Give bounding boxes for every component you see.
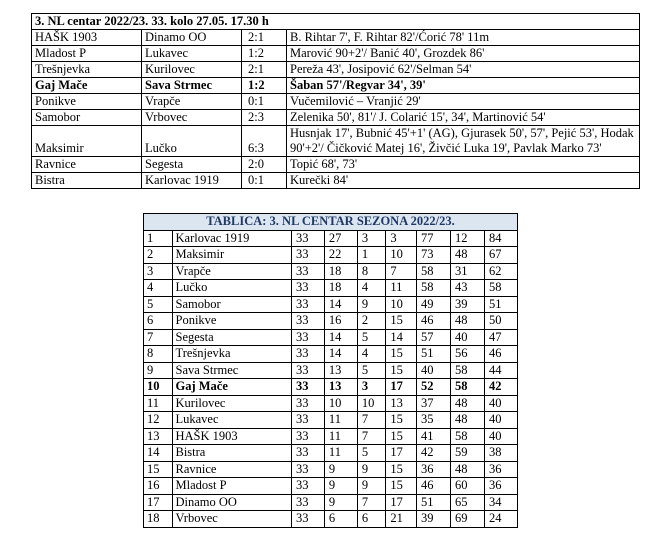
match-away-team: Sava Strmec bbox=[142, 78, 242, 94]
standing-points: 44 bbox=[484, 362, 517, 379]
standing-played: 33 bbox=[292, 329, 325, 346]
standing-wins: 14 bbox=[324, 346, 357, 363]
standing-goals-for: 37 bbox=[417, 395, 451, 412]
match-score: 0:1 bbox=[242, 173, 287, 189]
standing-losses: 15 bbox=[386, 313, 417, 330]
match-scorers: Šaban 57'/Regvar 34', 39' bbox=[287, 78, 640, 94]
standing-team: Sava Strmec bbox=[172, 362, 292, 379]
match-away-team: Kurilovec bbox=[142, 62, 242, 78]
match-scorers: Kurečki 84' bbox=[287, 173, 640, 189]
match-score: 2:0 bbox=[242, 157, 287, 173]
match-score: 6:3 bbox=[242, 126, 287, 157]
standing-position: 10 bbox=[144, 379, 173, 396]
match-away-team: Karlovac 1919 bbox=[142, 173, 242, 189]
standing-points: 36 bbox=[484, 461, 517, 478]
standing-row bbox=[144, 428, 518, 445]
standing-position: 4 bbox=[144, 280, 173, 297]
standing-losses: 11 bbox=[386, 280, 417, 297]
standing-team: HAŠK 1903 bbox=[172, 428, 292, 445]
standing-losses: 15 bbox=[386, 346, 417, 363]
standing-points: 34 bbox=[484, 494, 517, 511]
standing-team: Mladost P bbox=[172, 478, 292, 495]
standing-wins: 18 bbox=[324, 280, 357, 297]
standing-goals-for: 51 bbox=[417, 346, 451, 363]
standing-goals-against: 58 bbox=[451, 379, 485, 396]
standing-goals-against: 65 bbox=[451, 494, 485, 511]
results-title: 3. NL centar 2022/23. 33. kolo 27.05. 17.30 h bbox=[32, 14, 640, 30]
standing-points: 42 bbox=[484, 379, 517, 396]
standing-row bbox=[144, 296, 518, 313]
standing-losses: 15 bbox=[386, 362, 417, 379]
standing-team: Kurilovec bbox=[172, 395, 292, 412]
standing-losses: 3 bbox=[386, 230, 417, 247]
match-score: 2:1 bbox=[242, 62, 287, 78]
standing-team: Ravnice bbox=[172, 461, 292, 478]
match-scorers: Zelenika 50', 81'/ J. Colarić 15', 34', Martinović 54' bbox=[287, 110, 640, 126]
standing-goals-against: 58 bbox=[451, 362, 485, 379]
standing-goals-for: 41 bbox=[417, 428, 451, 445]
standing-wins: 13 bbox=[324, 362, 357, 379]
standing-team: Segesta bbox=[172, 329, 292, 346]
match-home-team: Mladost P bbox=[32, 46, 142, 62]
standing-points: 67 bbox=[484, 247, 517, 264]
standing-played: 33 bbox=[292, 313, 325, 330]
standing-team: Gaj Mače bbox=[172, 379, 292, 396]
match-home-team: Ponikve bbox=[32, 94, 142, 110]
standing-wins: 11 bbox=[324, 412, 357, 429]
standing-played: 33 bbox=[292, 379, 325, 396]
standing-goals-for: 57 bbox=[417, 329, 451, 346]
standing-row bbox=[144, 412, 518, 429]
standing-played: 33 bbox=[292, 395, 325, 412]
standing-played: 33 bbox=[292, 461, 325, 478]
standing-position: 6 bbox=[144, 313, 173, 330]
standing-played: 33 bbox=[292, 296, 325, 313]
standing-position: 17 bbox=[144, 494, 173, 511]
standing-row bbox=[144, 329, 518, 346]
standing-points: 47 bbox=[484, 329, 517, 346]
standing-draws: 9 bbox=[357, 478, 386, 495]
standing-played: 33 bbox=[292, 445, 325, 462]
standing-draws: 3 bbox=[357, 230, 386, 247]
standing-played: 33 bbox=[292, 346, 325, 363]
standing-points: 62 bbox=[484, 263, 517, 280]
standing-row bbox=[144, 280, 518, 297]
standing-losses: 13 bbox=[386, 395, 417, 412]
standing-row bbox=[144, 230, 518, 247]
standing-points: 24 bbox=[484, 511, 517, 528]
standing-draws: 9 bbox=[357, 461, 386, 478]
standing-team: Trešnjevka bbox=[172, 346, 292, 363]
standing-position: 7 bbox=[144, 329, 173, 346]
standing-wins: 22 bbox=[324, 247, 357, 264]
standing-played: 33 bbox=[292, 263, 325, 280]
standing-draws: 2 bbox=[357, 313, 386, 330]
standing-team: Ponikve bbox=[172, 313, 292, 330]
standing-wins: 18 bbox=[324, 263, 357, 280]
standing-row bbox=[144, 379, 518, 396]
standings-table bbox=[143, 213, 518, 528]
standing-goals-for: 77 bbox=[417, 230, 451, 247]
standings-title-row bbox=[144, 214, 518, 231]
standing-losses: 15 bbox=[386, 461, 417, 478]
standing-draws: 1 bbox=[357, 247, 386, 264]
standings-title: TABLICA: 3. NL CENTAR SEZONA 2022/23. bbox=[144, 214, 518, 231]
standing-position: 14 bbox=[144, 445, 173, 462]
standing-goals-against: 12 bbox=[451, 230, 485, 247]
standing-goals-for: 36 bbox=[417, 461, 451, 478]
standing-wins: 9 bbox=[324, 478, 357, 495]
match-score: 1:2 bbox=[242, 46, 287, 62]
standing-played: 33 bbox=[292, 478, 325, 495]
standing-team: Dinamo OO bbox=[172, 494, 292, 511]
match-score: 0:1 bbox=[242, 94, 287, 110]
standing-points: 58 bbox=[484, 280, 517, 297]
standing-row bbox=[144, 247, 518, 264]
standing-draws: 4 bbox=[357, 280, 386, 297]
standing-wins: 14 bbox=[324, 296, 357, 313]
standing-goals-for: 73 bbox=[417, 247, 451, 264]
standing-wins: 11 bbox=[324, 445, 357, 462]
standing-wins: 27 bbox=[324, 230, 357, 247]
match-scorers: Topić 68', 73' bbox=[287, 157, 640, 173]
standing-goals-against: 31 bbox=[451, 263, 485, 280]
standing-row bbox=[144, 263, 518, 280]
standing-points: 40 bbox=[484, 412, 517, 429]
standing-goals-against: 43 bbox=[451, 280, 485, 297]
standing-goals-for: 58 bbox=[417, 263, 451, 280]
match-away-team: Vrapče bbox=[142, 94, 242, 110]
standing-draws: 5 bbox=[357, 362, 386, 379]
standing-position: 16 bbox=[144, 478, 173, 495]
standing-goals-for: 49 bbox=[417, 296, 451, 313]
standing-draws: 8 bbox=[357, 263, 386, 280]
standing-draws: 5 bbox=[357, 329, 386, 346]
standing-team: Vrapče bbox=[172, 263, 292, 280]
match-scorers: Vučemilović – Vranjić 29' bbox=[287, 94, 640, 110]
match-row bbox=[32, 30, 640, 46]
standing-played: 33 bbox=[292, 428, 325, 445]
match-home-team: Trešnjevka bbox=[32, 62, 142, 78]
standing-draws: 5 bbox=[357, 445, 386, 462]
standing-goals-against: 48 bbox=[451, 247, 485, 264]
standing-position: 13 bbox=[144, 428, 173, 445]
standing-goals-for: 40 bbox=[417, 362, 451, 379]
standing-draws: 10 bbox=[357, 395, 386, 412]
standing-row bbox=[144, 494, 518, 511]
match-home-team: HAŠK 1903 bbox=[32, 30, 142, 46]
standing-position: 2 bbox=[144, 247, 173, 264]
standing-points: 40 bbox=[484, 428, 517, 445]
standing-team: Lukavec bbox=[172, 412, 292, 429]
standing-draws: 7 bbox=[357, 412, 386, 429]
match-home-team: Samobor bbox=[32, 110, 142, 126]
standing-team: Bistra bbox=[172, 445, 292, 462]
standing-losses: 17 bbox=[386, 494, 417, 511]
standing-position: 1 bbox=[144, 230, 173, 247]
standing-wins: 13 bbox=[324, 379, 357, 396]
standing-goals-for: 39 bbox=[417, 511, 451, 528]
standing-wins: 9 bbox=[324, 461, 357, 478]
standing-goals-against: 59 bbox=[451, 445, 485, 462]
match-away-team: Dinamo OO bbox=[142, 30, 242, 46]
standing-points: 84 bbox=[484, 230, 517, 247]
standing-row bbox=[144, 362, 518, 379]
standing-goals-against: 39 bbox=[451, 296, 485, 313]
standing-played: 33 bbox=[292, 511, 325, 528]
standing-position: 15 bbox=[144, 461, 173, 478]
match-scorers: Marović 90+2'/ Banić 40', Grozdek 86' bbox=[287, 46, 640, 62]
standing-row bbox=[144, 313, 518, 330]
standing-losses: 7 bbox=[386, 263, 417, 280]
standing-wins: 14 bbox=[324, 329, 357, 346]
match-row bbox=[32, 157, 640, 173]
standing-points: 38 bbox=[484, 445, 517, 462]
standing-goals-for: 42 bbox=[417, 445, 451, 462]
standing-wins: 6 bbox=[324, 511, 357, 528]
match-row bbox=[32, 62, 640, 78]
standing-played: 33 bbox=[292, 247, 325, 264]
standing-goals-against: 48 bbox=[451, 313, 485, 330]
match-scorers: Pereža 43', Josipović 62'/Selman 54' bbox=[287, 62, 640, 78]
match-row bbox=[32, 94, 640, 110]
standing-wins: 9 bbox=[324, 494, 357, 511]
standing-losses: 15 bbox=[386, 428, 417, 445]
match-home-team: Bistra bbox=[32, 173, 142, 189]
standing-team: Karlovac 1919 bbox=[172, 230, 292, 247]
standing-goals-for: 35 bbox=[417, 412, 451, 429]
standing-draws: 7 bbox=[357, 494, 386, 511]
standing-row bbox=[144, 461, 518, 478]
match-row bbox=[32, 46, 640, 62]
standing-team: Vrbovec bbox=[172, 511, 292, 528]
match-away-team: Segesta bbox=[142, 157, 242, 173]
standing-goals-against: 58 bbox=[451, 428, 485, 445]
standing-goals-against: 60 bbox=[451, 478, 485, 495]
results-table bbox=[31, 13, 640, 189]
standing-losses: 21 bbox=[386, 511, 417, 528]
standing-row bbox=[144, 395, 518, 412]
standing-row bbox=[144, 511, 518, 528]
standing-position: 12 bbox=[144, 412, 173, 429]
standing-goals-for: 52 bbox=[417, 379, 451, 396]
match-away-team: Lukavec bbox=[142, 46, 242, 62]
standing-goals-against: 48 bbox=[451, 412, 485, 429]
standing-losses: 10 bbox=[386, 247, 417, 264]
standing-position: 8 bbox=[144, 346, 173, 363]
standing-played: 33 bbox=[292, 494, 325, 511]
standing-points: 51 bbox=[484, 296, 517, 313]
standing-losses: 10 bbox=[386, 296, 417, 313]
standing-losses: 17 bbox=[386, 379, 417, 396]
standing-losses: 15 bbox=[386, 412, 417, 429]
standing-draws: 7 bbox=[357, 428, 386, 445]
standing-played: 33 bbox=[292, 230, 325, 247]
match-row bbox=[32, 126, 640, 157]
standing-team: Maksimir bbox=[172, 247, 292, 264]
standing-row bbox=[144, 478, 518, 495]
standing-points: 40 bbox=[484, 395, 517, 412]
match-home-team: Gaj Mače bbox=[32, 78, 142, 94]
standing-goals-against: 48 bbox=[451, 395, 485, 412]
match-score: 2:1 bbox=[242, 30, 287, 46]
standing-position: 5 bbox=[144, 296, 173, 313]
standing-losses: 15 bbox=[386, 478, 417, 495]
standing-points: 46 bbox=[484, 346, 517, 363]
standing-points: 36 bbox=[484, 478, 517, 495]
match-scorers: B. Rihtar 7', F. Rihtar 82'/Ćorić 78' 11m bbox=[287, 30, 640, 46]
standing-losses: 14 bbox=[386, 329, 417, 346]
standing-draws: 4 bbox=[357, 346, 386, 363]
standing-goals-for: 58 bbox=[417, 280, 451, 297]
standing-goals-against: 48 bbox=[451, 461, 485, 478]
match-away-team: Vrbovec bbox=[142, 110, 242, 126]
standing-wins: 10 bbox=[324, 395, 357, 412]
standing-draws: 3 bbox=[357, 379, 386, 396]
standing-draws: 9 bbox=[357, 296, 386, 313]
standing-goals-against: 56 bbox=[451, 346, 485, 363]
match-home-team: Ravnice bbox=[32, 157, 142, 173]
results-title-row bbox=[32, 14, 640, 30]
standing-draws: 6 bbox=[357, 511, 386, 528]
standing-position: 18 bbox=[144, 511, 173, 528]
match-row bbox=[32, 78, 640, 94]
standing-team: Lučko bbox=[172, 280, 292, 297]
match-row bbox=[32, 110, 640, 126]
standing-goals-for: 46 bbox=[417, 478, 451, 495]
standing-losses: 17 bbox=[386, 445, 417, 462]
standing-played: 33 bbox=[292, 412, 325, 429]
match-scorers: Husnjak 17', Bubnić 45'+1' (AG), Gjurasek 50', 57', Pejić 53', Hodak 90'+2'/ Čičković Matej 16', Živčić Luka 19', Pavlak Marko 73' bbox=[287, 126, 640, 157]
standing-goals-against: 40 bbox=[451, 329, 485, 346]
standing-position: 3 bbox=[144, 263, 173, 280]
standing-position: 9 bbox=[144, 362, 173, 379]
standing-played: 33 bbox=[292, 362, 325, 379]
match-home-team: Maksimir bbox=[32, 126, 142, 157]
standing-position: 11 bbox=[144, 395, 173, 412]
match-away-team: Lučko bbox=[142, 126, 242, 157]
standing-points: 50 bbox=[484, 313, 517, 330]
standing-goals-against: 69 bbox=[451, 511, 485, 528]
standing-team: Samobor bbox=[172, 296, 292, 313]
standing-goals-for: 51 bbox=[417, 494, 451, 511]
standing-wins: 11 bbox=[324, 428, 357, 445]
match-score: 1:2 bbox=[242, 78, 287, 94]
standing-row bbox=[144, 445, 518, 462]
standing-played: 33 bbox=[292, 280, 325, 297]
match-row bbox=[32, 173, 640, 189]
match-score: 2:3 bbox=[242, 110, 287, 126]
standing-row bbox=[144, 346, 518, 363]
standing-wins: 16 bbox=[324, 313, 357, 330]
standing-goals-for: 46 bbox=[417, 313, 451, 330]
